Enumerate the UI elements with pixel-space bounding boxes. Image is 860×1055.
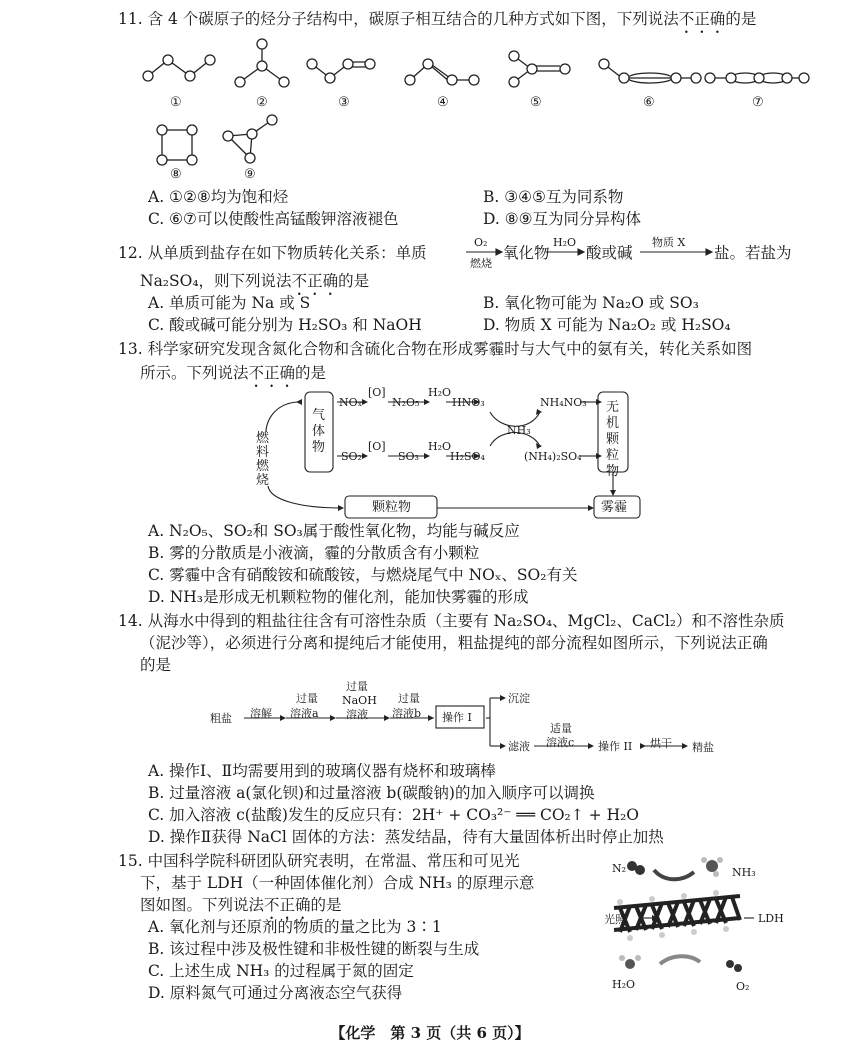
q12-stem-line2: Na₂SO₄，则下列说法不正确的是	[140, 272, 370, 290]
q13-nh4no3: NH₄NO₃	[540, 396, 587, 409]
page-footer: 【化学 第 3 页（共 6 页）】	[330, 1024, 530, 1042]
q11-option-b[interactable]: B. ③④⑤互为同系物	[483, 188, 624, 206]
q12-option-c[interactable]: C. 酸或碱可能分别为 H₂SO₃ 和 NaOH	[148, 316, 422, 334]
q11-label-9: ⑨	[244, 167, 256, 182]
q11-label-7: ⑦	[752, 95, 764, 110]
q12-arrow2-top: H₂O	[553, 236, 577, 249]
q11-emphasis: 不正确	[678, 10, 726, 28]
q15-h2o-label: H₂O	[612, 978, 636, 991]
q15-emphasis: 不正确	[264, 896, 311, 914]
q12-arrow1-bottom: 燃烧	[470, 257, 492, 270]
q11-option-a[interactable]: A. ①②⑧均为饱和烃	[148, 188, 289, 206]
q11-label-6: ⑥	[643, 95, 655, 110]
q13-haze-box: 雾霾	[601, 500, 628, 515]
q12-emphasis: 不正确	[291, 272, 339, 290]
q11-label-2: ②	[256, 95, 268, 110]
q14-precipitate: 沉淀	[508, 692, 530, 705]
q11-option-c[interactable]: C. ⑥⑦可以使酸性高锰酸钾溶液褪色	[148, 210, 399, 228]
q15-option-b[interactable]: B. 该过程中涉及极性键和非极性键的断裂与生成	[148, 940, 480, 958]
q15-light-label: 光照	[604, 913, 626, 926]
q13-o-2: [O]	[368, 440, 386, 453]
q13-o-1: [O]	[368, 386, 386, 399]
q14-stem-line3: 的是	[140, 656, 172, 674]
q14-naoh: NaOH	[342, 694, 377, 707]
q14-dissolve: 溶解	[250, 707, 272, 720]
q13-inorganic-box: 无机颗粒物	[606, 400, 620, 479]
q13-option-a[interactable]: A. N₂O₅、SO₂和 SO₃属于酸性氧化物，均能与碱反应	[148, 522, 520, 540]
q11-label-5: ⑤	[530, 95, 542, 110]
q14-solution: 溶液	[346, 708, 368, 721]
q15-n2-label: N₂	[612, 862, 627, 875]
q15-ldh-label: LDH	[758, 912, 784, 925]
q15-stem-line3: 图如图。下列说法不正确的是	[140, 896, 342, 914]
q12-arrow1-top: O₂	[474, 236, 488, 249]
q14-excess-1: 过量	[296, 692, 318, 705]
q14-fine-salt: 精盐	[692, 741, 714, 754]
q15-nh3-label: NH₃	[732, 866, 756, 879]
q14-crude-salt: 粗盐	[210, 712, 232, 725]
q11-label-3: ③	[338, 95, 350, 110]
q15-stem-line2: 下，基于 LDH（一种固体催化剂）合成 NH₃ 的原理示意	[140, 874, 535, 892]
q13-stem-line2: 所示。下列说法不正确的是	[140, 364, 327, 382]
q14-proper-amount: 适量	[550, 722, 572, 735]
q13-option-c[interactable]: C. 雾霾中含有硝酸铵和硫酸铵，与燃烧尾气中 NOₓ、SO₂有关	[148, 566, 578, 584]
q14-option-c[interactable]: C. 加入溶液 c(盐酸)发生的反应只有：2H⁺ + CO₃²⁻ ══ CO₂↑ + H₂O	[148, 806, 640, 824]
q15-option-c[interactable]: C. 上述生成 NH₃ 的过程属于氮的固定	[148, 962, 414, 980]
q13-h2so4: H₂SO₄	[450, 450, 485, 463]
q12-option-d[interactable]: D. 物质 X 可能为 Na₂O₂ 或 H₂SO₄	[483, 316, 731, 334]
q12-w3: 盐。若盐为	[714, 244, 792, 262]
q12-arrow3-top: 物质 X	[652, 236, 686, 249]
q12-option-b[interactable]: B. 氧化物可能为 Na₂O 或 SO₃	[483, 294, 699, 312]
q12-stem-line1: 12. 从单质到盐存在如下物质转化关系：单质	[118, 244, 427, 262]
q15-o2-label: O₂	[736, 980, 750, 993]
q11-option-d[interactable]: D. ⑧⑨互为同分异构体	[483, 210, 642, 228]
q13-n2o5: N₂O₅	[392, 396, 420, 409]
q13-nox: NOₓ	[339, 396, 363, 409]
q13-nh42so4: (NH₄)₂SO₄	[524, 450, 582, 463]
q14-solution-b: 溶液b	[392, 707, 422, 720]
q11-label-1: ①	[170, 95, 182, 110]
q13-particles-box: 颗粒物	[372, 500, 412, 515]
q14-stem-line1: 14. 从海水中得到的粗盐往往含有可溶性杂质（主要有 Na₂SO₄、MgCl₂、CaCl₂）和不溶性杂质	[118, 612, 785, 630]
q13-h2o-2: H₂O	[428, 440, 452, 453]
q14-filtrate: 滤液	[508, 740, 530, 753]
q14-option-b[interactable]: B. 过量溶液 a(氯化钡)和过量溶液 b(碳酸钠)的加入顺序可以调换	[148, 784, 595, 802]
q13-option-d[interactable]: D. NH₃是形成无机颗粒物的催化剂，能加快雾霾的形成	[148, 588, 529, 606]
q13-hno3: HNO₃	[452, 396, 485, 409]
q14-option-d[interactable]: D. 操作Ⅱ获得 NaCl 固体的方法：蒸发结晶，待有大量固体析出时停止加热	[148, 828, 664, 846]
q15-option-d[interactable]: D. 原料氮气可通过分离液态空气获得	[148, 984, 403, 1002]
q13-so2: SO₂	[341, 450, 362, 463]
q14-dry: 烘干	[650, 737, 672, 750]
q12-w2: 酸或碱	[586, 244, 633, 262]
q14-solution-a: 溶液a	[290, 707, 319, 720]
q13-so3: SO₃	[398, 450, 419, 463]
q14-stem-line2: （泥沙等），必须进行分离和提纯后才能使用，粗盐提纯的部分流程如图所示，下列说法正确	[140, 634, 768, 652]
q14-excess-3: 过量	[398, 692, 420, 705]
q13-nh3: NH₃	[507, 424, 531, 437]
q12-option-a[interactable]: A. 单质可能为 Na 或 S	[148, 294, 311, 312]
q15-option-a[interactable]: A. 氧化剂与还原剂的物质的量之比为 3∶1	[148, 918, 442, 936]
q11-label-4: ④	[437, 95, 449, 110]
q13-option-b[interactable]: B. 雾的分散质是小液滴，霾的分散质含有小颗粒	[148, 544, 480, 562]
q14-operation-1: 操作 I	[442, 711, 472, 724]
q13-stem-line1: 13. 科学家研究发现含氮化合物和含硫化合物在形成雾霾时与大气中的氨有关，转化关系如图	[118, 340, 753, 358]
q14-option-a[interactable]: A. 操作Ⅰ、Ⅱ均需要用到的玻璃仪器有烧杯和玻璃棒	[148, 762, 496, 780]
q13-fuel-label: 燃料燃烧	[256, 431, 270, 488]
q14-operation-2: 操作 II	[598, 740, 633, 753]
q12-w1: 氧化物	[503, 244, 550, 262]
q11-stem: 11. 含 4 个碳原子的烃分子结构中，碳原子相互结合的几种方式如下图，下列说法不正确的是	[118, 10, 757, 28]
q14-excess-2: 过量	[346, 680, 368, 693]
q13-gas-box: 气体物	[312, 408, 326, 455]
q15-stem-line1: 15. 中国科学院科研团队研究表明，在常温、常压和可见光	[118, 852, 520, 870]
q11-label-8: ⑧	[170, 167, 182, 182]
q13-emphasis: 不正确	[248, 364, 296, 382]
q13-h2o-1: H₂O	[428, 386, 452, 399]
q14-solution-c: 溶液c	[546, 736, 575, 749]
